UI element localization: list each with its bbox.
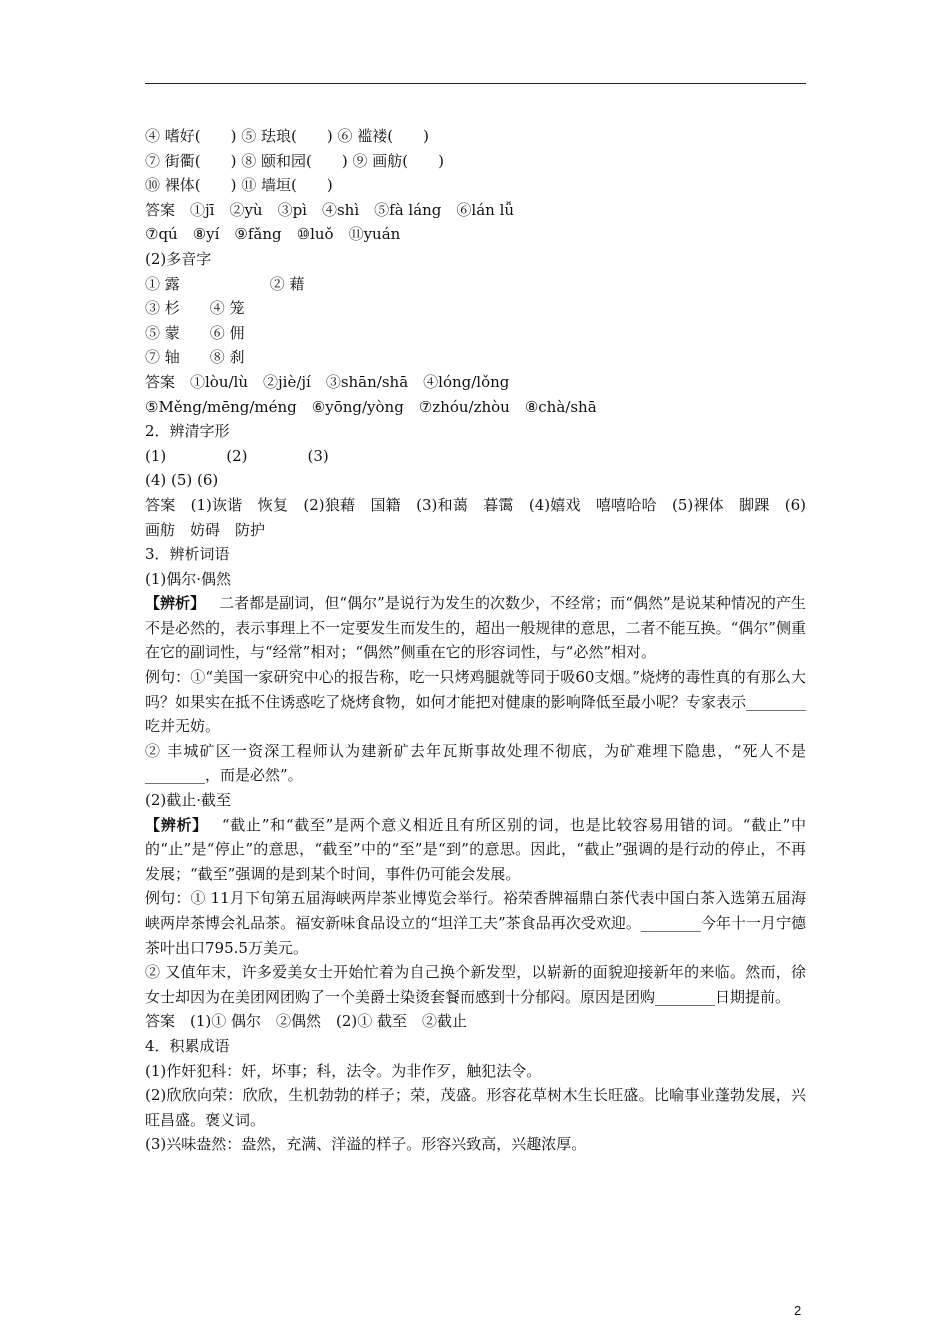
pinyin-question-line-1: ④ 嗜好( ) ⑤ 珐琅( ) ⑥ 褴褛( ) <box>145 127 429 145</box>
analysis-text: 二者都是副词，但“偶尔”是说行为发生的次数少，不经常；而“偶然”是说某种情况的产生不是必然的，表示事理上不一定要发生而发生的，超出一般规律的意思，二者不能互换。“偶尔”侧重在它的副词性，与“经常”相对；“偶然”侧重在它的形容词性，与“必然”相对。 <box>145 594 806 662</box>
section-3-title: 3．辨析词语 <box>145 545 230 564</box>
subsection-1-analysis <box>145 591 806 665</box>
pinyin-question-line-3: ⑩ 裸体( ) ⑪ 墙垣( ) <box>145 176 333 195</box>
polyphone-line-1: ① 露 ② 藉 <box>145 274 305 293</box>
pinyin-answer-line-2: ⑦qú ⑧yí ⑨fǎng ⑩luǒ ⑪yuán <box>145 225 401 244</box>
section-2-title: 2．辨清字形 <box>145 422 230 441</box>
section-3-answer: 答案 (1)① 偶尔 ②偶然 (2)① 截至 ②截止 <box>145 1012 468 1031</box>
analysis-text: “截止”和“截至”是两个意义相近且有所区别的词，也是比较容易用错的词。“截止”中的“止”是“停止”的意思，“截至”中的“至”是“到”的意思。因此，“截止”强调的是行动的停止，不再发展；“截至”强调的是到某个时间，事件仍可能会发展。 <box>145 815 806 883</box>
polyphone-line-2: ③ 杉 ④ 笼 <box>145 299 245 318</box>
polyphone-line-3: ⑤ 蒙 ⑥ 佣 <box>145 323 245 342</box>
pinyin-answer-line-1: 答案 ①jī ②yù ③pì ④shì ⑤fà láng ⑥lán lǚ <box>145 200 515 219</box>
header-rule <box>145 83 806 84</box>
subsection-2-example-2: ② 又值年末，许多爱美女士开始忙着为自己换个新发型，以崭新的面貌迎接新年的来临。然而，徐女士却因为在美团网团购了一个美爵士染烫套餐而感到十分郁闷。原因是团购________日期提前。 <box>145 963 806 1006</box>
polyphone-line-4: ⑦ 轴 ⑧ 刹 <box>145 348 245 367</box>
section-4-title: 4．积累成语 <box>145 1036 230 1055</box>
idiom-1: (1)作奸犯科：奸，坏事；科，法令。为非作歹，触犯法令。 <box>145 1061 542 1080</box>
page-content <box>145 124 806 1157</box>
analysis-tag: 【辨析】 <box>145 815 208 834</box>
glyph-answer: 答案 (1)诙谐 恢复 (2)狼藉 国籍 (3)和蔼 暮霭 (4)嬉戏 嘻嘻哈哈 (5)裸体 脚踝 (6)画舫 妨碍 防护 <box>145 495 806 539</box>
polyphone-title: (2)多音字 <box>145 249 212 268</box>
glyph-question-line-1: (1) (2) (3) <box>145 446 329 465</box>
subsection-2-analysis <box>145 813 806 887</box>
polyphone-answer-line-2: ⑤Měng/mēng/méng ⑥yōng/yòng ⑦zhóu/zhòu ⑧chà/shā <box>145 397 597 416</box>
idiom-2: (2)欣欣向荣：欣欣，生机勃勃的样子；荣，茂盛。形容花草树木生长旺盛。比喻事业蓬勃发展，兴旺昌盛。褒义词。 <box>145 1086 806 1129</box>
polyphone-answer-line-1: 答案 ①lòu/lù ②jiè/jí ③shān/shā ④lóng/lǒng <box>145 372 510 391</box>
subsection-1-example-1: 例句：①“美国一家研究中心的报告称，吃一只烤鸡腿就等同于吸60支烟。”烧烤的毒性真的有那么大吗？如果实在抵不住诱惑吃了烧烤食物，如何才能把对健康的影响降低至最小呢？专家表示________吃并无妨。 <box>145 668 806 736</box>
idiom-3: (3)兴味盎然：盎然，充满、洋溢的样子。形容兴致高，兴趣浓厚。 <box>145 1135 587 1154</box>
page-number: 2 <box>794 1303 802 1318</box>
pinyin-question-line-2: ⑦ 街衢( ) ⑧ 颐和园( ) ⑨ 画舫( ) <box>145 151 444 170</box>
subsection-2-example-1: 例句：① 11月下旬第五届海峡两岸茶业博览会举行。裕荣香牌福鼎白茶代表中国白茶入选第五届海峡两岸茶博会礼品茶。福安新味食品设立的“坦洋工夫”茶食品再次受欢迎。________今年十一月宁德茶叶出口795.5万美元。 <box>145 889 806 957</box>
subsection-1-example-2: ② 丰城矿区一资深工程师认为建新矿去年瓦斯事故处理不彻底，为矿难埋下隐患，“死人不是________，而是必然”。 <box>145 741 806 785</box>
subsection-2-title: (2)截止·截至 <box>145 791 232 810</box>
glyph-question-line-2: (4) (5) (6) <box>145 471 219 490</box>
subsection-1-title: (1)偶尔·偶然 <box>145 569 232 588</box>
analysis-tag: 【辨析】 <box>145 594 206 613</box>
